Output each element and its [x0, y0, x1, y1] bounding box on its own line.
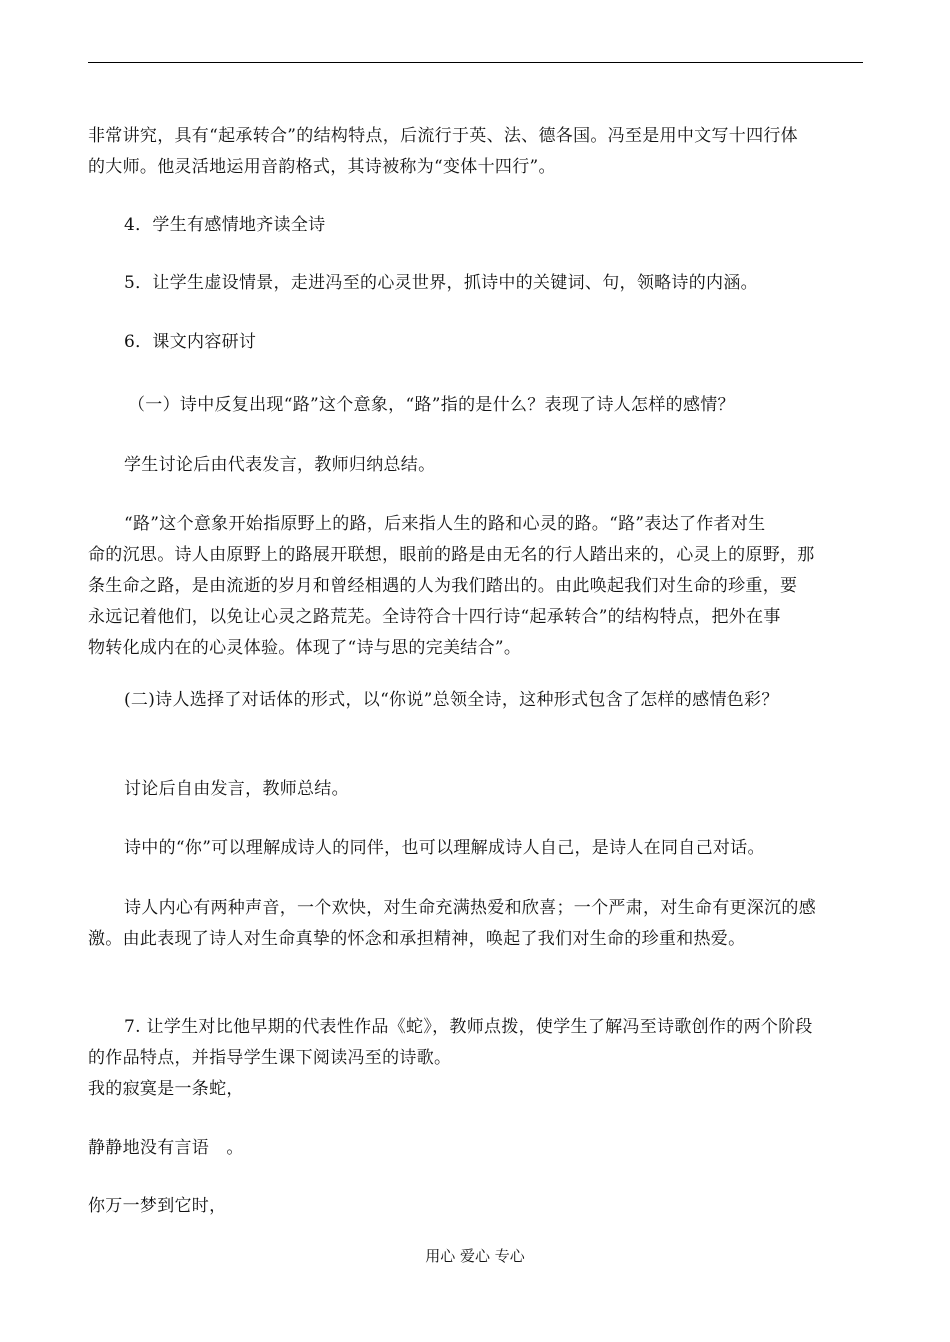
- question-2-answer-1: 诗中的“你”可以理解成诗人的同伴，也可以理解成诗人自己，是诗人在同自己对话。: [124, 838, 765, 858]
- poem-line-1: 我的寂寞是一条蛇，: [88, 1079, 244, 1099]
- text-line: 物转化成内在的心灵体验。体现了“诗与思的完美结合”。: [88, 638, 522, 658]
- question-1-method: 学生讨论后由代表发言，教师归纳总结。: [124, 455, 436, 475]
- question-2: (二)诗人选择了对话体的形式，以“你说”总领全诗，这种形式包含了怎样的感情色彩？: [124, 690, 779, 710]
- item-7: [88, 1012, 863, 1074]
- header-rule: [88, 62, 863, 63]
- page-footer: 用心 爱心 专心: [425, 1247, 525, 1265]
- text-line: 的作品特点，并指导学生课下阅读冯至的诗歌。: [88, 1048, 452, 1068]
- text-line: “路”这个意象开始指原野上的路，后来指人生的路和心灵的路。“路”表达了作者对生: [124, 514, 766, 534]
- item-6: 6．课文内容研讨: [124, 332, 257, 352]
- question-2-answer-2: [88, 893, 863, 955]
- poem-line-3: 你万一梦到它时，: [88, 1196, 227, 1216]
- poem-line-2: 静静地没有言语 。: [88, 1138, 244, 1158]
- text-line: 诗人内心有两种声音，一个欢快，对生命充满热爱和欣喜；一个严肃，对生命有更深沉的感: [124, 898, 816, 918]
- text-line: 命的沉思。诗人由原野上的路展开联想，眼前的路是由无名的行人踏出来的，心灵上的原野，那: [88, 545, 815, 565]
- text-line: 激。由此表现了诗人对生命真挚的怀念和承担精神，唤起了我们对生命的珍重和热爱。: [88, 929, 746, 949]
- question-2-method: 讨论后自由发言，教师总结。: [124, 779, 349, 799]
- question-1: （一）诗中反复出现“路”这个意象，“路”指的是什么？表现了诗人怎样的感情？: [128, 395, 735, 415]
- question-1-answer: [88, 509, 863, 664]
- text-line: 非常讲究，具有“起承转合”的结构特点，后流行于英、法、德各国。冯至是用中文写十四行体: [88, 126, 798, 146]
- text-line: 永远记着他们，以免让心灵之路荒芜。全诗符合十四行诗“起承转合”的结构特点，把外在事: [88, 607, 781, 627]
- item-5: 5．让学生虚设情景，走进冯至的心灵世界，抓诗中的关键词、句，领略诗的内涵。: [124, 273, 758, 293]
- item-4: 4．学生有感情地齐读全诗: [124, 215, 326, 235]
- text-line: 条生命之路，是由流逝的岁月和曾经相遇的人为我们踏出的。由此唤起我们对生命的珍重，要: [88, 576, 798, 596]
- text-line: 的大师。他灵活地运用音韵格式，其诗被称为“变体十四行”。: [88, 157, 556, 177]
- continuation-paragraph: [88, 121, 863, 183]
- text-line: 7. 让学生对比他早期的代表性作品《蛇》，教师点拨，使学生了解冯至诗歌创作的两个阶段: [124, 1017, 813, 1037]
